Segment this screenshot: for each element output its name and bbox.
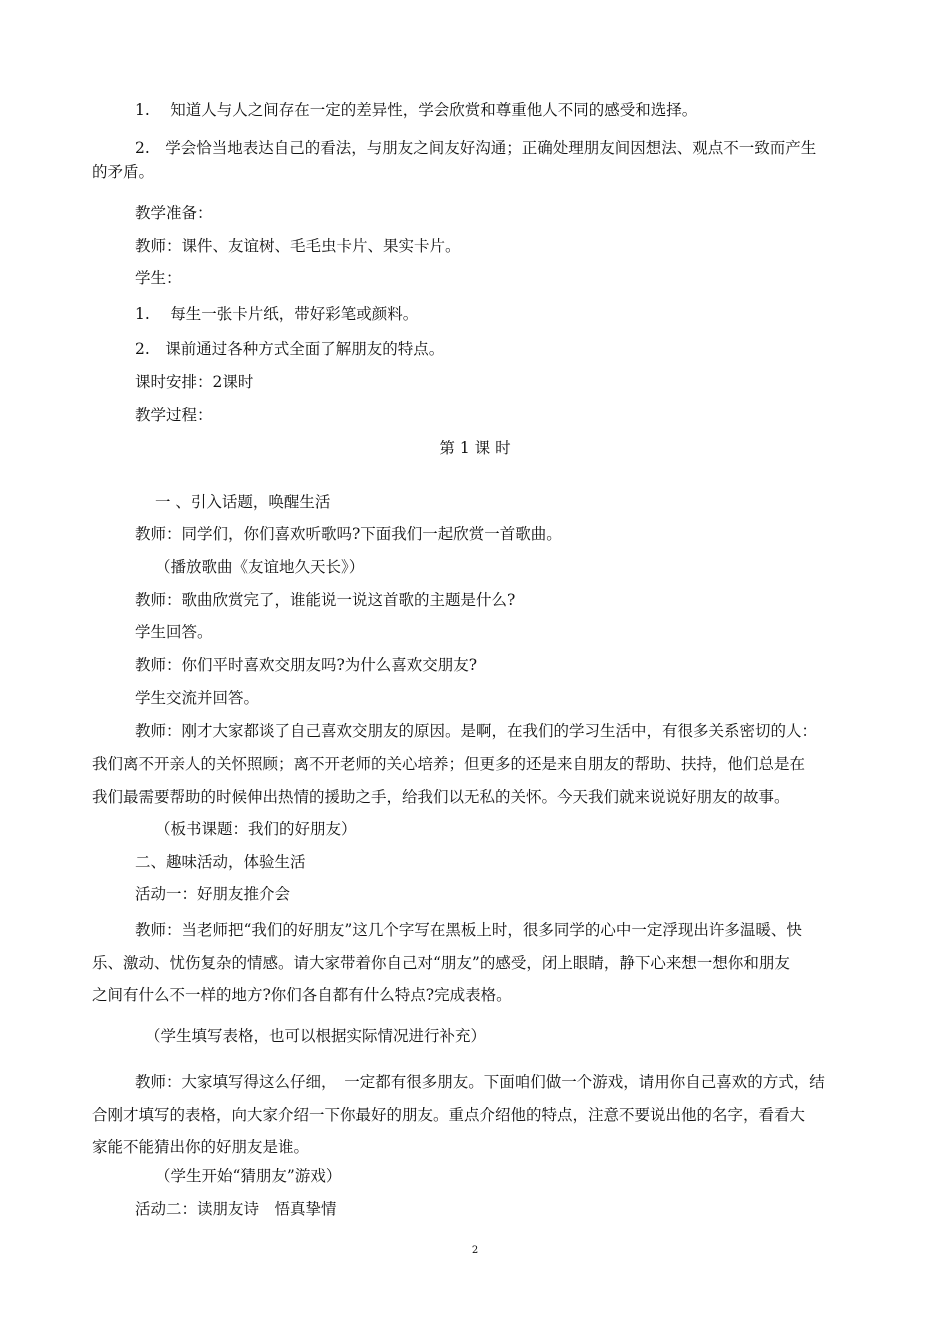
- activity-1-heading: 活动一：好朋友推介会: [135, 885, 291, 903]
- preparation-student-label: 学生：: [135, 269, 182, 287]
- section-2-paragraph: 教师：当老师把“我们的好朋友”这几个字写在黑板上时，很多同学的心中一定浮现出许多温暖、快: [135, 921, 802, 939]
- section-1-paragraph: 教师：刚才大家都谈了自己喜欢交朋友的原因。是啊，在我们的学习生活中，有很多关系密切的人：: [135, 722, 818, 740]
- section-1-paragraph: （播放歌曲《友谊地久天长》）: [155, 558, 365, 576]
- schedule: 课时安排：2课时: [135, 373, 254, 391]
- section-2-paragraph: 家能不能猜出你的好朋友是谁。: [92, 1138, 310, 1156]
- preparation-student-2: 2. 课前通过各种方式全面了解朋友的特点。: [135, 340, 445, 358]
- objective-2-line-1: 2. 学会恰当地表达自己的看法，与朋友之间友好沟通；正确处理朋友间因想法、观点不一致而产生: [135, 139, 817, 157]
- objective-2-line-2: 的矛盾。: [92, 163, 155, 181]
- section-1-paragraph: 我们最需要帮助的时候伸出热情的援助之手，给我们以无私的关怀。今天我们就来说说好朋友的故事。: [92, 788, 790, 806]
- section-2-paragraph: （学生填写表格，也可以根据实际情况进行补充）: [145, 1027, 487, 1045]
- section-1-paragraph: 教师：歌曲欣赏完了，谁能说一说这首歌的主题是什么?: [135, 591, 516, 609]
- section-2-paragraph: 合刚才填写的表格，向大家介绍一下你最好的朋友。重点介绍他的特点，注意不要说出他的名字，看看大: [92, 1106, 806, 1124]
- section-1-heading: 一 、引入话题，唤醒生活: [155, 493, 331, 511]
- lesson-title: 第 1 课 时: [439, 439, 511, 457]
- section-2-paragraph: 乐、激动、忧伤复杂的情感。请大家带着你自己对“朋友”的感受，闭上眼睛，静下心来想一想你和朋友: [92, 954, 790, 972]
- section-1-paragraph: 学生回答。: [135, 623, 213, 641]
- preparation-student-1: 1. 每生一张卡片纸，带好彩笔或颜料。: [135, 305, 419, 323]
- section-2-paragraph: 教师：大家填写得这么仔细， 一定都有很多朋友。下面咱们做一个游戏，请用你自己喜欢的方式，结: [135, 1073, 825, 1091]
- section-1-paragraph: 教师：同学们，你们喜欢听歌吗?下面我们一起欣赏一首歌曲。: [135, 525, 562, 543]
- objective-1: 1. 知道人与人之间存在一定的差异性，学会欣赏和尊重他人不同的感受和选择。: [135, 101, 698, 119]
- section-1-paragraph: 教师：你们平时喜欢交朋友吗?为什么喜欢交朋友?: [135, 656, 478, 674]
- section-2-paragraph: 之间有什么不一样的地方?你们各自都有什么特点?完成表格。: [92, 986, 512, 1004]
- section-2-paragraph: （学生开始“猜朋友”游戏）: [155, 1167, 342, 1185]
- section-2-heading: 二、趣味活动，体验生活: [135, 853, 306, 871]
- activity-2-heading: 活动二：读朋友诗 悟真挚情: [135, 1200, 337, 1218]
- section-1-paragraph: 我们离不开亲人的关怀照顾；离不开老师的关心培养；但更多的还是来自朋友的帮助、扶持，他们总是在: [92, 755, 806, 773]
- process-heading: 教学过程：: [135, 406, 213, 424]
- preparation-teacher: 教师：课件、友谊树、毛毛虫卡片、果实卡片。: [135, 237, 461, 255]
- preparation-heading: 教学准备：: [135, 204, 213, 222]
- section-1-paragraph: 学生交流并回答。: [135, 689, 260, 707]
- page-number: 2: [471, 1245, 479, 1256]
- section-1-paragraph: （板书课题：我们的好朋友）: [155, 820, 357, 838]
